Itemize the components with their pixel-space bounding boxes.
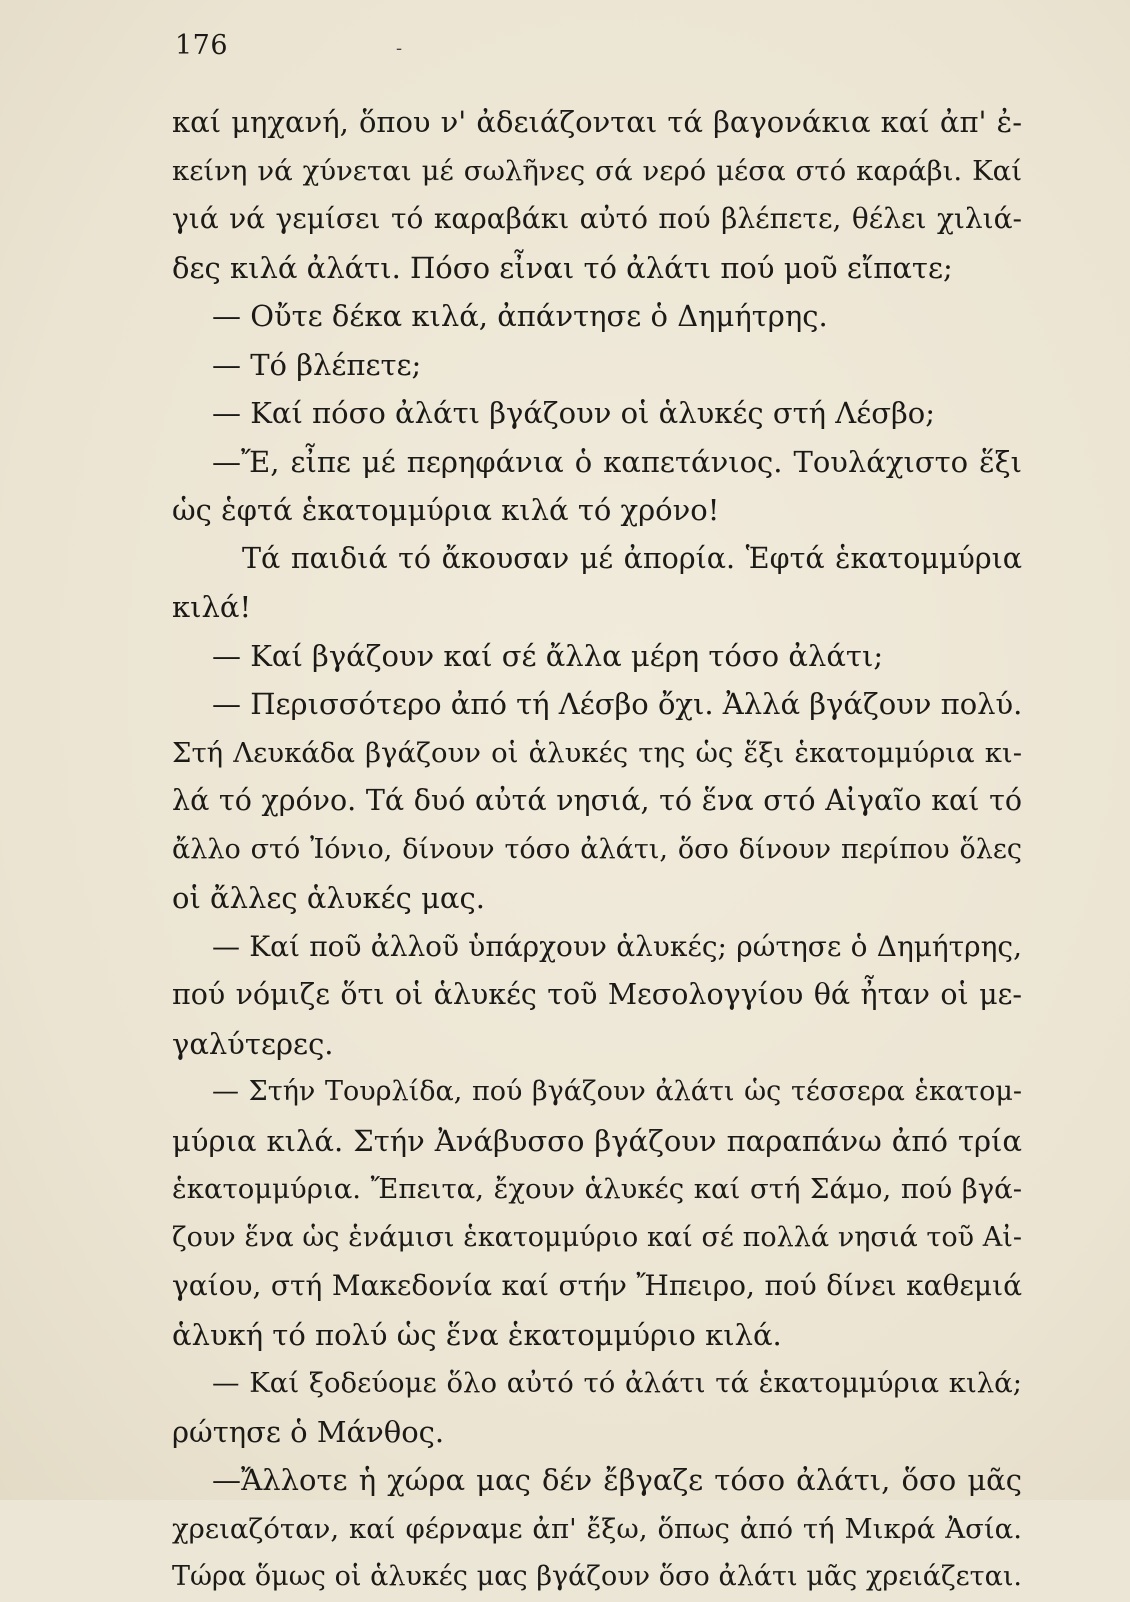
dialogue-line: — Καί βγάζουν καί σέ ἄλλα μέρη τόσο ἀλάτι; (212, 638, 884, 673)
text-line: πού νόμιζε ὅτι οἱ ἁλυκές τοῦ Μεσολογγίου θά ἦταν οἱ με- (172, 978, 1022, 1011)
dialogue-line: — Καί πόσο ἀλάτι βγάζουν οἱ ἁλυκές στή Λέσβο; (212, 396, 936, 430)
text-line: μύρια κιλά. Στήν Ἀνάβυσσο βγάζουν παραπάνω ἀπό τρία (172, 1123, 1022, 1158)
text-line: οἱ ἄλλες ἁλυκές μας. (172, 881, 485, 915)
text-line: ὡς ἑφτά ἑκατομμύρια κιλά τό χρόνο! (172, 493, 720, 527)
text-line: ἄλλο στό Ἰόνιο, δίνουν τόσο ἀλάτι, ὅσο δίνουν περίπου ὅλες (172, 833, 1022, 865)
dialogue-line: — Καί ξοδεύομε ὅλο αὐτό τό ἀλάτι τά ἑκατομμύρια κιλά; (212, 1367, 1022, 1399)
dialogue-line: — Οὔτε δέκα κιλά, ἀπάντησε ὁ Δημήτρης. (212, 299, 828, 333)
text-line: καί μηχανή, ὅπου ν' ἀδειάζονται τά βαγονάκια καί ἀπ' ἐ- (172, 105, 1022, 139)
text-line: ρώτησε ὁ Μάνθος. (172, 1414, 445, 1449)
dialogue-line: — Περισσότερο ἀπό τή Λέσβο ὄχι. Ἀλλά βγάζουν πολύ. (212, 687, 1022, 721)
text-line: ζουν ἕνα ὡς ἑνάμισι ἑκατομμύριο καί σέ πολλά νησιά τοῦ Αἰ- (172, 1221, 1022, 1253)
dialogue-line: — Καί ποῦ ἀλλοῦ ὑπάρχουν ἁλυκές; ρώτησε ὁ Δημήτρης, (212, 929, 1022, 963)
dialogue-line: — Τό βλέπετε; (212, 347, 422, 382)
text-line: ἁλυκή τό πολύ ὡς ἕνα ἑκατομμύριο κιλά. (172, 1317, 782, 1352)
dialogue-line: —Ἄλλοτε ἡ χώρα μας δέν ἔβγαζε τόσο ἀλάτι, ὅσο μᾶς (212, 1463, 1022, 1497)
text-line: κείνη νά χύνεται μέ σωλῆνες σά νερό μέσα στό καράβι. Καί (172, 154, 1022, 187)
text-line: λά τό χρόνο. Τά δυό αὐτά νησιά, τό ἕνα στό Αἰγαῖο καί τό (172, 784, 1022, 817)
text-line: ἑκατομμύρια. Ἔπειτα, ἔχουν ἁλυκές καί στή Σάμο, πού βγά- (172, 1173, 1022, 1205)
text-line: Στή Λευκάδα βγάζουν οἱ ἁλυκές της ὡς ἕξι ἑκατομμύρια κι- (172, 736, 1022, 769)
body-text (172, 98, 1022, 1602)
dialogue-line: — Στήν Τουρλίδα, πού βγάζουν ἀλάτι ὡς τέσσερα ἑκατομ- (212, 1076, 1022, 1107)
paragraph-line: Τά παιδιά τό ἄκουσαν μέ ἀπορία. Ἑφτά ἑκατομμύρια (242, 541, 1022, 575)
text-line: Τώρα ὅμως οἱ ἁλυκές μας βγάζουν ὅσο ἀλάτι μᾶς χρειάζεται. (172, 1561, 1022, 1592)
page-number: 176 (175, 30, 229, 61)
text-line: δες κιλά ἀλάτι. Πόσο εἶναι τό ἀλάτι πού μοῦ εἴπατε; (172, 250, 953, 285)
text-line: χρειαζόταν, καί φέρναμε ἀπ' ἔξω, ὅπως ἀπό τή Μικρά Ἀσία. (172, 1512, 1022, 1545)
header-dash: - (396, 38, 403, 59)
text-line: γιά νά γεμίσει τό καραβάκι αὐτό πού βλέπετε, θέλει χιλιά- (172, 202, 1022, 235)
text-line: γαλύτερες. (172, 1026, 334, 1061)
text-line: κιλά! (172, 590, 252, 624)
text-line: γαίου, στή Μακεδονία καί στήν Ἤπειρο, πού δίνει καθεμιά (172, 1269, 1022, 1302)
dialogue-line: —Ἔ, εἶπε μέ περηφάνια ὁ καπετάνιος. Τουλάχιστο ἕξι (212, 444, 1022, 479)
